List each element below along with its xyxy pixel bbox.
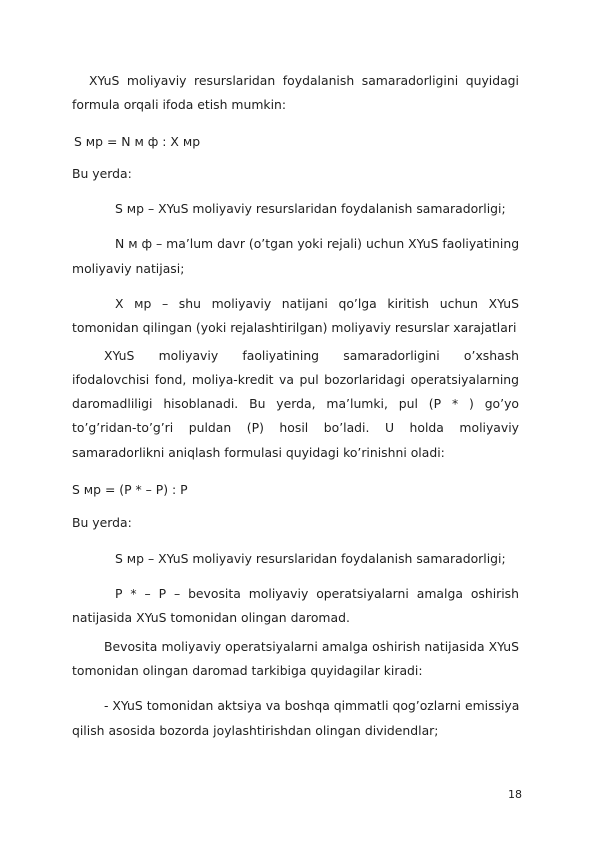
paragraph-line: - XYuS tomonidan aktsiya va boshqa qimmatli qog’ozlarni emissiya xyxy=(104,698,520,713)
text-line: samaradorlikni aniqlash formulasi quyidagi ko’rinishni oladi: xyxy=(72,445,445,460)
text-line: moliyaviy natijasi; xyxy=(72,261,185,276)
definition-line: S мр – XYuS moliyaviy resurslaridan foydalanish samaradorligi; xyxy=(115,551,506,566)
definition-line: S мр – XYuS moliyaviy resurslaridan foydalanish samaradorligi; xyxy=(115,201,506,216)
definition-line: X мр – shu moliyaviy natijani qo’lga kiritish uchun XYuS xyxy=(115,296,519,311)
formula-line: S мр = N м ф : X мр xyxy=(74,134,201,149)
text-line: formula orqali ifoda etish mumkin: xyxy=(72,97,287,112)
page-number: 18 xyxy=(508,788,522,801)
text-line: qilish asosida bozorda joylashtirishdan olingan dividendlar; xyxy=(72,723,439,738)
definition-line: P * – P – bevosita moliyaviy operatsiyalarni amalga oshirish xyxy=(115,586,519,601)
paragraph-line: ifodalovchisi fond, moliya-kredit va pul bozorlaridagi operatsiyalarning xyxy=(72,372,519,387)
text-line: tomonidan olingan daromad tarkibiga quyidagilar kiradi: xyxy=(72,663,423,678)
paragraph-line: XYuS moliyaviy faoliyatining samaradorligini o’xshash xyxy=(104,348,519,363)
paragraph-line: daromadliligi hisoblanadi. Bu yerda, ma’lumki, pul (P * ) go’yo xyxy=(72,396,519,411)
formula-line: S мр = (P * – P) : P xyxy=(72,482,188,497)
text-line: tomonidan qilingan (yoki rejalashtirilgan) moliyaviy resurslar xarajatlari xyxy=(72,320,517,335)
paragraph-line: Bevosita moliyaviy operatsiyalarni amalga oshirish natijasida XYuS xyxy=(104,639,519,654)
text-line: Bu yerda: xyxy=(72,166,132,181)
definition-line: N м ф – ma’lum davr (o’tgan yoki rejali) uchun XYuS faoliyatining xyxy=(115,236,520,251)
text-line: Bu yerda: xyxy=(72,515,132,530)
paragraph-line: to’g’ridan-to’g’ri puldan (P) hosil bo’ladi. U holda moliyaviy xyxy=(72,420,519,435)
text-line: natijasida XYuS tomonidan olingan daromad. xyxy=(72,610,350,625)
text-line: XYuS moliyaviy resurslaridan foydalanish samaradorligini quyidagi xyxy=(89,73,519,88)
